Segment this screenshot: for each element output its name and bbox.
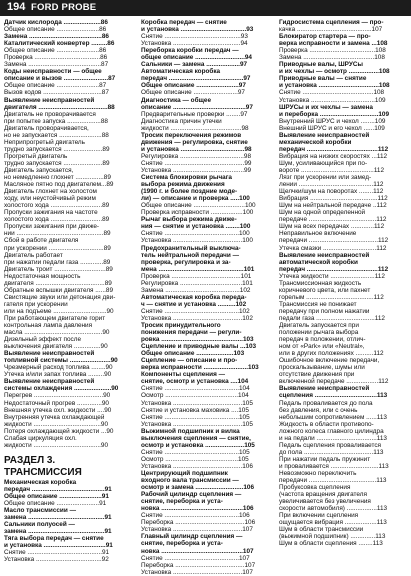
toc-entry-heading: Выявление неисправностей (4, 350, 95, 358)
toc-entry-heading: Сцепление и приводные валы ...103 (141, 343, 257, 351)
toc-entry-heading: передач ........................................112 (279, 265, 389, 273)
toc-entry-heading: снятие, переборка и уста- (141, 498, 223, 506)
toc-entry: Проверка исправности ..................100 (141, 209, 254, 217)
toc-entry-heading: и установка ..................................108 (279, 82, 390, 90)
toc-entry: и проваливается ...........................113 (279, 462, 389, 470)
toc-entry: Общее описание .........................97 (141, 89, 245, 97)
toc-entry-heading: снятие, осмотр и установка ....104 (141, 378, 249, 386)
toc-entry: Установка .......................................105 (141, 399, 253, 407)
toc-entry: горелым ......................................112 (279, 293, 384, 301)
toc-entry-heading: Главный цилиндр сцепления — (141, 533, 243, 541)
toc-entry: Внешняя утечка охл. жидкости ....90 (4, 406, 112, 414)
toc-entry-heading: передач ..........................................97 (141, 75, 251, 83)
toc-entry: Неприпрогретый двигатель (4, 138, 85, 146)
toc-entry: но немедленно глохнет ................89 (4, 174, 111, 182)
toc-entry: Установка .......................................102 (141, 314, 253, 322)
toc-entry: отсутствие движения при (279, 371, 355, 379)
toc-entry: Снятие ..........................................105 (141, 448, 250, 456)
toc-entry-heading: и их чехлы — осмотр .................108 (279, 68, 390, 76)
toc-entry-heading: Приводные валы — снятие (279, 75, 367, 83)
toc-entry-heading: двигателя .......................................88 (4, 103, 115, 111)
toc-entry: Двигатель проворачивается, (4, 124, 89, 132)
toc-entry-heading: снятие, переборка и уста- (141, 540, 223, 548)
toc-entry-heading: понижения передачи — регули- (141, 329, 242, 337)
section-heading: РАЗДЕЛ 3. (4, 454, 56, 466)
toc-entry-heading: Выявление неисправностей (279, 251, 370, 259)
table-of-contents (4, 19, 408, 576)
toc-entry-heading: Масло трансмиссии — (4, 507, 76, 515)
section-heading: ТРАНСМИССИЯ (4, 466, 82, 478)
toc-entry-heading: ли) — описание и проверка .....100 (141, 195, 250, 203)
toc-entry: при ускорении ...............................89 (4, 244, 111, 252)
toc-entry-heading: Выявление неисправностей (279, 131, 370, 139)
page-header (0, 0, 411, 16)
toc-entry: Замена ..........................................102 (141, 286, 251, 294)
toc-entry: (выжимной подшипник) ..............113 (279, 533, 386, 541)
toc-entry: Педаль проваливается до пола (279, 399, 373, 407)
toc-entry-heading: топливной системы .......................90 (4, 357, 118, 365)
toc-entry: или в других положениях ..........112 (279, 350, 384, 358)
toc-entry: Шум на всех передачах .............112 (279, 223, 385, 231)
toc-entry: При включении сцепления (279, 512, 359, 520)
toc-entry: трудно запускается ......................89 (4, 145, 110, 153)
toc-entry-heading: Приводные валы, ШРУСы (279, 61, 363, 69)
toc-entry-heading: Компоненты сцепления — (141, 371, 225, 379)
toc-entry-heading: замена ...........................................91 (4, 528, 112, 536)
toc-entry-heading: Рычаг выбора режима движе- (141, 216, 237, 224)
toc-entry-heading: Замена .........................................86 (4, 33, 109, 41)
toc-entry: проскальзывание, шумы или (279, 364, 365, 372)
toc-entry-heading: новка ..............................................106 (141, 505, 254, 513)
toc-entry-heading: ШРУСы и их чехлы — замена (279, 103, 373, 111)
toc-entry: передачу при полном нажатии (279, 307, 370, 315)
toc-entry-heading: ровка ..............................................103 (141, 336, 254, 344)
toc-entry: Двигатель глохнет на холостом (4, 188, 97, 196)
toc-entry: Установка ......................................94 (141, 40, 248, 48)
toc-entry-heading: передач .........................................91 (4, 485, 112, 493)
toc-entry: Пробуксовка сцепления (279, 484, 351, 492)
toc-entry: жидкости ......................................90 (4, 420, 109, 428)
toc-entry: жидкости ........................................98 (141, 124, 249, 132)
toc-entry: педали газа .................................112 (279, 314, 385, 322)
toc-entry: Перегрев .......................................90 (4, 392, 111, 400)
toc-entry: Сбой в работе двигателя (4, 237, 79, 245)
toc-entry: Установка .......................................106 (141, 462, 253, 470)
toc-entry: Шум в области трансмиссии (279, 526, 364, 534)
toc-entry: Осмотр .........................................105 (141, 455, 249, 463)
toc-entry: Установка .......................................105 (141, 420, 253, 428)
toc-entry: Потеря охлаждающей жидкости ...90 (4, 427, 114, 435)
toc-column-1 (4, 19, 134, 567)
toc-entry-heading: Гидросистема сцепления — про- (279, 19, 384, 26)
toc-entry: лении ..........................................112 (279, 181, 384, 189)
toc-entry: Вызов кодов .................................87 (4, 89, 109, 97)
toc-entry: Установка .......................................107 (141, 526, 253, 534)
toc-entry: передаче ......................................112 (279, 216, 387, 224)
toc-entry: передачи .......................................112 (279, 237, 389, 245)
toc-entry: нии .................................................89 (4, 230, 111, 238)
toc-entry: масла ............................................90 (4, 329, 110, 337)
toc-entry: Двигатель троит .............................89 (4, 265, 113, 273)
toc-entry-heading: Автоматическая коробка переда- (141, 293, 247, 301)
toc-entry: Снятие ..........................................105 (141, 413, 250, 421)
toc-entry-heading: новка ..............................................107 (141, 547, 254, 555)
toc-entry: трудно запускается ......................89 (4, 159, 110, 167)
toc-entry-heading: Тросик принудительного (141, 322, 221, 330)
toc-entry-heading: описание .........................................97 (141, 103, 253, 111)
toc-entry: Недостаточная мощность (4, 272, 81, 280)
toc-entry-heading: Переборка коробки передач — (141, 47, 239, 55)
toc-entry-heading: Общее описание ........................91 (4, 492, 109, 500)
toc-entry: Предварительные проверки ........97 (141, 110, 248, 118)
toc-entry: Снятие ..........................................91 (4, 549, 110, 557)
toc-entry: Утечка жидкости .........................112 (279, 272, 385, 280)
toc-entry-heading: Предохранительный выключа- (141, 244, 241, 252)
toc-entry-heading: Сальники полуосей — (4, 521, 75, 529)
toc-entry: двигателя .......................................89 (4, 279, 112, 287)
toc-entry: Утечка и/или запах топлива .........90 (4, 371, 112, 379)
toc-entry: до пола .......................................113 (279, 448, 384, 456)
toc-entry: коричневого цвета, или пахнет (279, 286, 371, 294)
toc-entry-heading: Общее описание ........................97 (141, 82, 246, 90)
toc-entry-heading: системы охлаждения .....................90 (4, 385, 119, 393)
toc-entry-heading: Коробка передач — снятие (141, 19, 227, 26)
toc-entry-heading: и установка ....................................98 (141, 145, 252, 153)
toc-entry: жидкости ......................................90 (4, 441, 109, 449)
toc-entry: Щелчки/шум на поворотах ........112 (279, 188, 384, 196)
toc-entry: Диагностика причин утечки (141, 117, 222, 125)
toc-entry-heading: мена ................................................101 (141, 265, 255, 273)
toc-entry: Установка .....................................92 (4, 556, 109, 564)
toc-entry: Чрезмерный расход топлива ........90 (4, 364, 113, 372)
toc-entry-heading: общее описание ............................94 (141, 54, 252, 62)
toc-entry: Трансмиссия не понижает (279, 300, 357, 308)
running-title: FORD PROBE (31, 2, 97, 13)
toc-entry: Снятие ..........................................106 (141, 512, 250, 520)
toc-entry: Общее описание ........................87 (4, 82, 107, 90)
toc-entry-heading: верка исправности .........................103 (141, 364, 259, 372)
toc-entry: небольшим сопротивлением ......113 (279, 413, 387, 421)
toc-entry: Трансмиссионная жидкость (279, 279, 362, 287)
toc-entry: или на подъеме ..............................90 (4, 307, 114, 315)
toc-column-3 (279, 19, 408, 567)
toc-entry: включенной передаче ..................112 (279, 378, 389, 386)
toc-entry: Осмотр .........................................104 (141, 392, 249, 400)
toc-entry: Снятие ..........................................100 (141, 230, 250, 238)
toc-entry: гателя при ускорении (4, 300, 68, 308)
toc-entry: Слабая циркуляция охл. (4, 434, 77, 442)
toc-entry: Установка ....................................109 (279, 96, 386, 104)
toc-entry: Вибрация на низких скоростях ...112 (279, 152, 388, 160)
toc-entry-heading: (1990 г. и более поздние моде- (141, 188, 238, 196)
toc-entry: Обратные вспышки двигателя ......89 (4, 286, 114, 294)
toc-entry: Двигатель работает (4, 251, 63, 259)
toc-entry-heading: Выявление неисправностей (279, 385, 370, 393)
toc-entry-heading: Выявление неисправностей (4, 96, 95, 104)
toc-entry: передач в положении, отлич- (279, 336, 366, 344)
toc-entry-heading: входного вала трансмиссии — (141, 477, 239, 485)
toc-entry-heading: Тяга выбора передач — снятие (4, 535, 104, 543)
toc-entry: передачи ......................................113 (279, 477, 387, 485)
toc-entry-heading: верка исправности и замена ...108 (279, 40, 388, 48)
toc-entry: ходу, или неустойчивый режим (4, 195, 96, 203)
toc-entry: но не запускается ........................88 (4, 131, 109, 139)
toc-entry-heading: Механическая коробка (4, 478, 77, 486)
toc-entry: Шум на одной определенной (279, 209, 366, 217)
toc-entry: Снятие ...........................................93 (141, 33, 248, 41)
toc-entry: Педаль сцепления проваливается (279, 441, 382, 449)
toc-entry-heading: Выжимной подшипник и вилка (141, 427, 240, 435)
toc-entry-heading: осмотр и замена ...........................106 (141, 484, 254, 492)
toc-entry-heading: Рабочий цилиндр сцепления — (141, 491, 242, 499)
toc-entry: Внутренний ШРУС и чехол ........109 (279, 117, 386, 125)
toc-entry: При нажатии педаль пружинит (279, 455, 371, 463)
toc-entry: Снятие ..........................................104 (141, 385, 250, 393)
toc-entry-heading: механической коробки (279, 138, 352, 146)
toc-entry: Жидкость в области противопо- (279, 420, 374, 428)
toc-entry: Двигатель запускается при (279, 322, 359, 330)
toc-entry-heading: осмотр и установка ......................105 (141, 441, 255, 449)
page-number: 194 (7, 1, 26, 13)
toc-entry-heading: проверка, регулировка и за- (141, 258, 231, 266)
toc-entry-heading: выбора режима движения (141, 181, 225, 189)
toc-entry: вороте .........................................112 (279, 166, 385, 174)
toc-entry: Шум, усиливающийся при по- (279, 159, 368, 167)
toc-entry: при нажатии педали газа .............89 (4, 258, 111, 266)
toc-entry: Снятие ..........................................107 (141, 554, 250, 562)
toc-entry: Проверка .....................................108 (279, 47, 386, 55)
toc-entry: Утечка смазки ..............................112 (279, 244, 387, 252)
toc-entry-heading: тель нейтральной передачи — (141, 251, 239, 259)
toc-entry: При работающем двигателе горит (4, 314, 106, 322)
toc-entry: при попытке запуска ...................88 (4, 117, 108, 125)
toc-entry: Внутренняя утечка охлаждающей (4, 413, 105, 421)
toc-entry: холостого хода .............................89 (4, 216, 110, 224)
toc-entry: качка ..........................................107 (279, 26, 383, 34)
toc-entry-heading: описание и вызов .........................87 (4, 75, 116, 83)
toc-entry: Общее описание .............................100 (141, 202, 256, 210)
toc-entry: Внешний ШРУС и его чехол ......109 (279, 124, 385, 132)
toc-entry-heading: Автоматическая коробка (141, 68, 221, 76)
toc-entry: Снятие .............................................99 (141, 159, 252, 167)
toc-entry: увеличивается без увеличения (279, 498, 371, 506)
toc-entry: Общее описание ........................91 (4, 500, 107, 507)
toc-entry-heading: и установка ...................................91 (4, 542, 113, 550)
toc-entry-heading: движения — регулировка, снятие (141, 138, 248, 146)
toc-entry-heading: Каталитический конвертер .........86 (4, 40, 115, 48)
toc-entry-heading: выключения сцепления — снятие, (141, 434, 251, 442)
toc-entry-heading: Общее описание .....................103 (141, 350, 245, 358)
toc-entry: Переборка .......................................106 (141, 519, 256, 527)
toc-entry: ощущается вибрация ..................113 (279, 519, 387, 527)
toc-entry: Снятие ..........................................102 (141, 307, 250, 315)
toc-entry-heading: Выявление неисправностей (4, 378, 95, 386)
toc-entry-heading: передач ........................................112 (279, 145, 389, 153)
toc-entry-heading: замена ...........................................91 (4, 514, 112, 522)
toc-entry: скорости автомобиля) .................113 (279, 505, 388, 513)
toc-entry-heading: ния — снятие и установка ........100 (141, 223, 251, 231)
toc-entry-heading: и установка .....................................93 (141, 26, 254, 34)
toc-entry: Дизельный эффект после (4, 336, 82, 344)
toc-entry: Установка ........................................99 (141, 166, 252, 174)
toc-entry-heading: Коды неисправности — общее (4, 68, 102, 76)
toc-entry: ложного колеса главного цилиндра (279, 427, 384, 435)
toc-entry-heading: автоматической коробки (279, 258, 358, 266)
toc-entry: Замена ........................................108 (279, 54, 385, 62)
toc-entry-heading: Тросик переключения режимов (141, 131, 242, 139)
toc-entry: Свистящие звуки или детонация дви- (4, 293, 116, 301)
toc-entry: Регулировка ....................................98 (141, 152, 252, 160)
toc-entry: без давления, или с очень (279, 406, 358, 414)
toc-entry: ном от «Park» или «Neutral», (279, 343, 365, 351)
toc-entry-heading: Сцепление — описание и про- (141, 357, 238, 365)
toc-entry: Переборка .......................................107 (141, 561, 256, 569)
toc-entry: Пропуски зажигания при движе- (4, 223, 100, 231)
toc-entry-heading: и переборка .................................109 (279, 110, 390, 118)
toc-entry-heading: Сальники — замена ...................97 (141, 61, 248, 69)
toc-entry: Неправильное включение (279, 230, 357, 238)
toc-entry: Масляное пятно под двигателем...89 (4, 181, 114, 189)
toc-entry: Ошибочное включение передачи, (279, 357, 380, 365)
toc-entry-heading: сцепления ...................................113 (279, 392, 388, 400)
toc-entry: контрольная лампа давления (4, 322, 93, 330)
toc-entry: Невозможно переключить (279, 470, 357, 477)
toc-entry: Вибрация ......................................112 (279, 195, 388, 203)
toc-entry: выключения двигателя ...............90 (4, 343, 108, 351)
toc-entry: Двигатель запускается, (4, 166, 74, 174)
toc-entry: Замена .........................................87 (4, 61, 109, 69)
toc-entry-heading: Система блокировки рычага (141, 174, 232, 182)
toc-entry: Недостаточный прогрев ..............90 (4, 399, 109, 407)
toc-entry: холостого хода .............................89 (4, 202, 110, 210)
toc-entry: Двигатель не проворачивается (4, 110, 96, 118)
toc-entry: (частота вращения двигателя (279, 491, 367, 499)
toc-entry: Проверка .......................................101 (141, 272, 252, 280)
toc-entry: Шум в области сцепления ........113 (279, 540, 383, 548)
toc-entry-heading: Датчик кислорода .....................86 (4, 19, 108, 26)
toc-entry: Снятие ........................................108 (279, 89, 385, 97)
toc-entry-heading: Блокиратор стартера — про- (279, 33, 371, 41)
toc-entry: положении рычага выбора (279, 329, 359, 337)
toc-entry: Общее описание ........................86 (4, 26, 107, 34)
toc-entry: Пропуски зажигания на частоте (4, 209, 98, 217)
toc-entry: Установка .......................................100 (141, 237, 253, 245)
toc-entry: Регулировка ...................................101 (141, 279, 253, 287)
toc-entry: Общее описание ........................86 (4, 47, 107, 55)
toc-entry-heading: Центрирующий подшипник (141, 470, 228, 477)
toc-entry: Установка .......................................107 (141, 568, 253, 576)
toc-entry: Прогретый двигатель (4, 152, 68, 160)
toc-entry: Лязг при ускорении или замед- (279, 174, 372, 182)
toc-column-2 (141, 19, 273, 576)
toc-entry-heading: ч — снятие и установка ..........102 (141, 300, 247, 308)
toc-entry: Проверка .....................................86 (4, 54, 108, 62)
toc-entry: и на педали ..................................113 (279, 434, 387, 442)
toc-entry-heading: Диагностика — общее (141, 96, 212, 104)
toc-entry: Шум на нейтральной передаче ..112 (279, 202, 387, 210)
toc-entry: Снятие и установка маховика ....105 (141, 406, 249, 414)
